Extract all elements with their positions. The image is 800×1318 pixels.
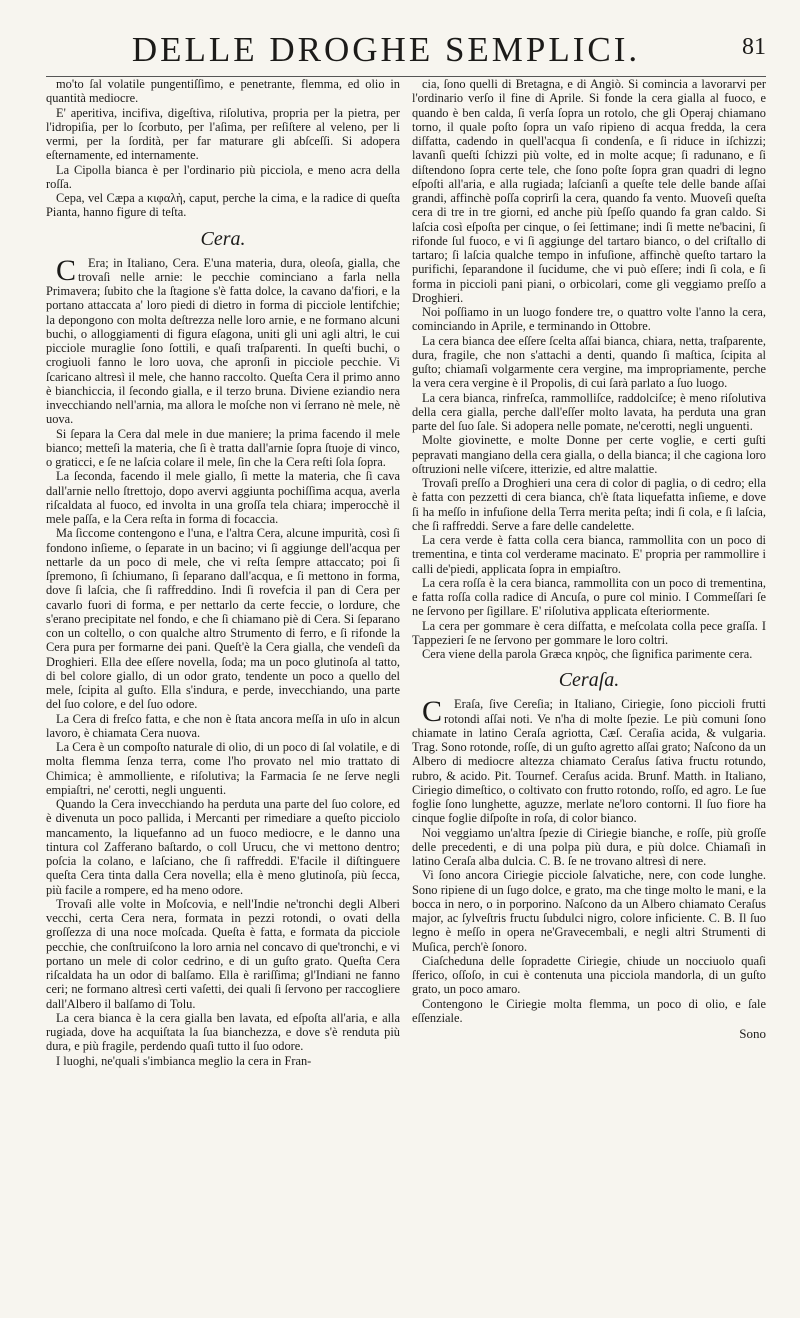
paragraph: Cera viene della parola Græca κηρὸς, che ſignifica parimente cera. <box>422 647 753 661</box>
section-title-cera: Cera. <box>200 227 246 250</box>
paragraph: Molte giovinette, e molte Donne per certe voglie, e certi guſti pepravati mangiano della cera gialla, o della bianca; il che cagiona loro oſtruzioni nelle viſcere, itterizie, ed altre malattie. <box>412 433 766 476</box>
paragraph: E' aperitiva, incifiva, digeſtiva, riſolutiva, propria per la pietra, per l'idropiſia, per lo ſcorbuto, per l'aſima, per reſiſtere al veleno, per li vermi, per la ſordità, per far maturare gli abſceſſi. Si adopera eſternamente, ed internamente. <box>46 105 400 163</box>
paragraph: cia, ſono quelli di Bretagna, e di Angiò. Si comincia a lavorarvi per l'ordinario verſo il fine di Aprile. Si fonde la cera gialla al fuoco, e quando è ben calda, ſi verſa ſopra un rotolo, che gli Operaj chiamano torno, il quale poſto ſopra un vaſo ripieno di acqua fredda, la cera diſfatta, cadendo in quell'acqua ſi condenſa, e ſi riduce in iſchizzi; lavanſi queſti ſchizzi più volte, ed in molte acque; ſi radunano, e ſi diſtendono ſopra certe tele, che ſono poſte ſopra gran quadri di legno eſpoſti all'aria, e alla rugiada; laſcianſi a queſte tele delle bande aſſai grandi, affinchè poſſa coprirſi la cera, quando fa vento. Muoveſi queſta cera di tre in tre giorni, ed anche più ſpeſſo quando fa gran caldo. Si laſcia così eſpoſta per cinque, o ſei ſettimane; indi ſi mette ne'bacini, ſi rifonde ſul fuoco, e vi ſi aggiunge del tartaro bianco, o del criſtallo di tartaro; ſi laſcia qualche tempo in infuſione, affinchè queſto tartaro la purifichi, ſeparandone il ſucidume, che vi può eſſere; indi ſi cola, e ſi forma in piccioli pani piani, o orbicolari, come gli veggiamo preſſo a Droghieri. <box>412 77 766 305</box>
drop-cap: C <box>56 253 77 287</box>
paragraph: Vi ſono ancora Ciriegie picciole ſalvatiche, nere, con code lunghe. Sono ripiene di un ſugo dolce, e grato, ma che tinge molto le mani, e la bocca in nero, o in porporino. Naſcono da un Albero chiamato Ceraſus major, ac ſylveſtris fructu ſubdulci nigro, colore inficiente. C. B. Il ſuo legno è meſſo in opera ne'Gravecembali, e negli altri Strumenti di Muſica, perch'è ſonoro. <box>412 868 766 954</box>
paragraph: La Cipolla bianca è per l'ordinario più picciola, e meno acra della roſſa. <box>46 162 400 191</box>
paragraph-text: Era; in Italiano, Cera. E'una materia, dura, oleoſa, gialla, che trovaſi nelle arnie: le pecchie cominciano a farla nella Primavera; ſubito che la ſtagione s'è fatta dolce, la cavano da'fiori, e la portano attaccata a' loro piedi di dietro in forma di picciole lentifchie; la depongono con molta deſtrezza nelle loro arnie, e ne formano alcuni buchi, o alloggiamenti di figura eſagona, uniti gli uni agli altri, le cui picciole muraglie ſono ſottili, e quaſi traſparenti. In queſti buchi, o crogiuoli fanno le loro uova, che apronſi in picciole pecchie. Vi ſcaricano altresì il mele, che hanno raccolto. Queſta Cera il primo anno è bianchiccia, il ſecondo gialla, e il terzo bruna. Diviene eziandio nera invecchiando nell'arnia, ma allora le moſche non vi ſerrano nè mele, nè uova. <box>46 255 400 427</box>
paragraph: Noi veggiamo un'altra ſpezie di Ciriegie bianche, e roſſe, più groſſe delle precedenti, e di una polpa più dura, e più dolce. Chiamaſi in latino Ceraſa alba dulcia. C. B. ſe ne trovano altresì di nere. <box>412 825 766 868</box>
paragraph: La Cera di freſco fatta, e che non è ſtata ancora meſſa in uſo in alcun lavoro, è chiamata Cera nuova. <box>46 711 400 740</box>
drop-cap: C <box>422 695 443 729</box>
paragraph: Trovaſi preſſo a Droghieri una cera di color di paglia, o di cedro; ella è fatta con pezzetti di cera bianca, ch'è ſtata liquefatta inſieme, e dove ſi ha meſſo in infuſione della Terra merita peſta; indi ſi cola, e ſi laſcia, che ſi raffreddi. Serve a fare delle candelette. <box>412 476 766 533</box>
paragraph: I luoghi, ne'quali s'imbianca meglio la cera in Fran- <box>56 1053 312 1068</box>
paragraph: Contengono le Ciriegie molta flemma, un poco di olio, e ſale eſſenziale. <box>412 996 766 1025</box>
paragraph: Si ſepara la Cera dal mele in due maniere; la prima facendo il mele bianco; metteſi la materia, che ſi è tratta dall'arnie ſopra ſtuoje di vinco, o graticci, e ſe ne laſcia colare il mele, ſin che la Cera reſti ſola ſopra. <box>46 426 400 469</box>
paragraph: La Cera è un compoſto naturale di olio, di un poco di ſal volatile, e di molta flemma ſenza terra, come l'ho provato nel mio trattato di Chimica; è ammolliente, e riſolutiva; la Farmacia ſe ne ſerve negli empiaſtri, ne' cerotti, negli unguenti. <box>46 740 400 797</box>
right-column <box>412 77 766 1313</box>
section-title-cerasa: Ceraſa. <box>558 669 620 692</box>
text-columns <box>46 77 766 1313</box>
paragraph: La cera bianca è la cera gialla ben lavata, ed eſpoſta all'aria, e alla rugiada, dove ha acquiſtata la ſua bianchezza, e dove s'è renduta più dura, e più fragile, perdendo quaſi tutto il ſuo odore. <box>46 1010 400 1054</box>
paragraph: La cera roſſa è la cera bianca, rammollita con un poco di trementina, e fatta roſſa colla radice di Ancuſa, o pure col minio. I Commeſſari ſe ne ſervono per ſigillare. E' riſolutiva applicata eſteriormente. <box>412 575 766 619</box>
paragraph: La ſeconda, facendo il mele giallo, ſi mette la materia, che ſi cava dall'arnie nello ſtrettojo, dopo avervi aggiunta pochiſſima acqua, averla riſcaldata al fuoco, ed involta in una groſſa tela chiara; imperocchè il mele paſſa, e la Cera reſta in forma di focaccia. <box>46 469 400 526</box>
paragraph: Ma ſiccome contengono e l'una, e l'altra Cera, alcune impurità, così ſi fondono inſieme, o ſeparate in un bacino; vi ſi aggiunge dell'acqua per nettarle da un poco di mele, che vi reſta ſempre attaccato; poi ſi ſpremono, ſi ſchiumano, ſi ſeparano dall'acqua, e ſi mettono in forma, dove ſi laſcia, che ſi raffreddino. Indi ſi rovefcia il pan di Cera per cavarlo fuori di forma, e per nettarlo da certe feccie, o lordure, che s'erano precipitate nel fondo, e che ſi chiamano piè di Cera. Si ſeparano con un coltello, o con qualche altro Strumento di ferro, e ſi rifonde la Cera pura per formarne dei pani. Queſt'è la Cera gialla, che vendeſi da Droghieri. Ella dee eſſere novella, ſoda; ma un poco glutinoſa al tatto, di bel colore giallo, di un odor grato, tendente un poco a quello del mele, ſcipita al guſto. Ella s'indura, e perde, invecchiando, una parte del ſuo colore, e del ſuo odore. <box>46 526 400 712</box>
paragraph <box>46 253 400 427</box>
paragraph: Cepa, vel Cæpa a κιφαλὴ, caput, perche la cima, e la radice di queſta Pianta, hanno figure di teſta. <box>46 191 400 220</box>
page-number: 81 <box>742 34 766 60</box>
paragraph-text: Eraſa, ſive Cereſia; in Italiano, Ciriegie, ſono piccioli frutti rotondi aſſai noti. Ve n'ha di molte ſpezie. Le più comuni ſono chiamate in latino Ceraſa agriotta, Cæſ. Ceraſia acida, & vulgaria. Trag. Sono rotonde, roſſe, di un guſto agretto aſſai grato; Naſcono da un Albero di mediocre altezza chiamato Ceraſus ſativa fructu rotundo, rubro, & acido. Pit. Tournef. Ceraſus acida. Brunf. Matth. in Italiano, Ciriegio dimeſtico, o coltivato con frutto rotondo, roſſo, ed agro. Le ſue foglie ſono lunghette, aguzze, merlate ne'loro contorni. Il ſuo fiore ha cinque foglie diſpoſte in roſa, di color bianco. <box>412 697 766 826</box>
paragraph: Quando la Cera invecchiando ha perduta una parte del ſuo colore, ed è divenuta un poco pallida, i Mercanti per rimediare a queſto picciolo mancamento, la liquefanno ad un fuoco mediocre, e le danno una tintura col Zafferano baſtardo, o coll Urucu, che vi mettono dentro; poſcia la colano, e laſciano, che ſi raffreddi. E'facile il diſtinguere queſta Cera tinta dalla Cera novella; ella è meno glutinoſa, più ſecca, più facile a rompere, ed ha meno odore. <box>46 797 400 897</box>
paragraph: La cera bianca, rinfreſca, rammolliſce, raddolciſce; è meno riſolutiva della cera gialla, perche dall'eſſer molto lavata, ha perduta una gran parte del ſuo ſale. Si adopera nelle pomate, ne'cerotti, negli unguenti. <box>412 390 766 433</box>
paragraph: Trovaſi alle volte in Moſcovia, e nell'Indie ne'tronchi degli Alberi vecchi, certa Cera nera, formata in pezzi rotondi, o ovati della groſſezza di una noce moſcada. Queſta è fatta, e formata da picciole pecchie, che conſtruiſcono la loro arnia nel concavo di que'tronchi, e vi portano un mele di color cedrino, e di un guſto grato. Queſta Cera riſcaldata ha un odor di balſamo. Ella è rariſſima; gl'Indiani ne fanno ceri; ne formano altresì certi vaſetti, dei quali ſi ſervono per raccogliere dall'Albero il balſamo di Tolu. <box>46 896 400 1011</box>
paragraph: La cera verde è fatta colla cera bianca, rammollita con un poco di trementina, e tinta col verderame macinato. E' propria per rammollire i calli de'piedi, applicata ſopra in empiaſtro. <box>412 533 766 576</box>
paragraph: La cera bianca dee eſſere ſcelta aſſai bianca, chiara, netta, traſparente, dura, fragile, che non s'attachi a denti, quando ſi maſtica, ſcipita al guſto; chiamaſi volgarmente cera vergine, ma impropriamente, perche la vera cera vergine è il Propolis, di cui ſarà parlato a ſuo luogo. <box>412 333 766 391</box>
paragraph: Ciaſcheduna delle ſopradette Ciriegie, chiude un nocciuolo quaſi ſferico, oſſoſo, in cui è contenuta una picciola mandorla, di un guſto grato, un poco amaro. <box>412 953 766 997</box>
paragraph: mo'to ſal volatile pungentiſſimo, e penetrante, flemma, ed olio in quantità mediocre. <box>46 77 400 106</box>
running-head: DELLE DROGHE SEMPLICI. <box>131 30 641 69</box>
paragraph <box>412 697 766 825</box>
catchword: Sono <box>739 1026 766 1041</box>
paragraph: Noi poſſiamo in un luogo fondere tre, o quattro volte l'anno la cera, cominciando in Aprile, e terminando in Ottobre. <box>412 305 766 334</box>
page-header <box>46 28 766 77</box>
paragraph: La cera per gommare è cera diſfatta, e meſcolata colla pece graſſa. I Tappezieri ſe ne ſervono per gommare le loro coltri. <box>412 618 766 647</box>
left-column <box>46 77 400 1313</box>
